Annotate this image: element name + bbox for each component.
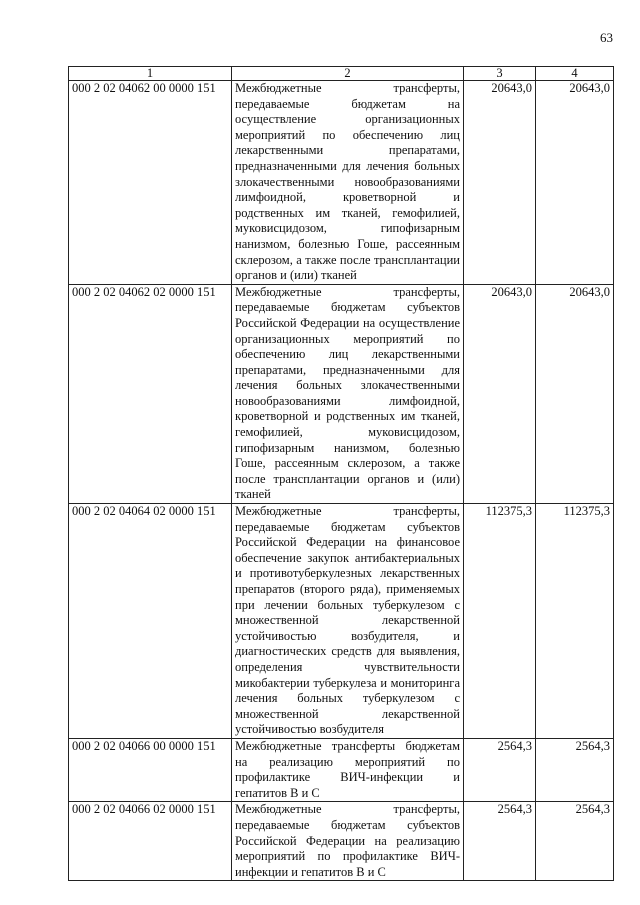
- row-code: 000 2 02 04066 00 0000 151: [69, 738, 232, 801]
- row-description: Межбюджетные трансферты, передаваемые бюджетам субъектов Российской Федерации на финансовое обеспечение закупок антибактериальных и противотуберкулезных лекарственных препаратов (второго ряда), применяемых при лечении больных туберкулезом с множественной лекарственной устойчивостью возбудителя, и диагностических средств для выявления, определения чувствительности микобактерии туберкулеза и мониторинга лечения больных туберкулезом с множественной лекарственной устойчивостью возбудителя: [232, 504, 464, 739]
- row-value-4: 20643,0: [536, 81, 614, 285]
- row-value-4: 20643,0: [536, 284, 614, 503]
- header-cell-2: 2: [232, 67, 464, 81]
- table-row: [69, 802, 614, 881]
- row-value-3: 20643,0: [464, 81, 536, 285]
- budget-table: [68, 66, 614, 881]
- row-description: Межбюджетные трансферты бюджетам на реализацию мероприятий по профилактике ВИЧ-инфекции и гепатитов В и С: [232, 738, 464, 801]
- header-cell-4: 4: [536, 67, 614, 81]
- row-description: Межбюджетные трансферты, передаваемые бюджетам субъектов Российской Федерации на реализацию мероприятий по профилактике ВИЧ-инфекции и гепатитов В и С: [232, 802, 464, 881]
- row-description: Межбюджетные трансферты, передаваемые бюджетам на осуществление организационных мероприятий по обеспечению лиц лекарственными препаратами, предназначенными для лечения больных злокачественными новообразованиями лимфоидной, кроветворной и родственных им тканей, гемофилией, муковисцидозом, гипофизарным нанизмом, болезнью Гоше, рассеянным склерозом, а также после трансплантации органов и (или) тканей: [232, 81, 464, 285]
- table-row: [69, 284, 614, 503]
- header-cell-1: 1: [69, 67, 232, 81]
- header-cell-3: 3: [464, 67, 536, 81]
- page-number: 63: [600, 30, 613, 45]
- row-code: 000 2 02 04064 02 0000 151: [69, 504, 232, 739]
- row-value-4: 2564,3: [536, 738, 614, 801]
- row-code: 000 2 02 04062 02 0000 151: [69, 284, 232, 503]
- row-value-4: 2564,3: [536, 802, 614, 881]
- row-value-3: 20643,0: [464, 284, 536, 503]
- row-value-3: 2564,3: [464, 738, 536, 801]
- row-code: 000 2 02 04066 02 0000 151: [69, 802, 232, 881]
- row-description: Межбюджетные трансферты, передаваемые бюджетам субъектов Российской Федерации на осуществление организационных мероприятий по обеспечению лиц лекарственными препаратами, предназначенными для лечения больных злокачественными новообразованиями лимфоидной, кроветворной и родственных им тканей, гемофилией, муковисцидозом, гипофизарным нанизмом, болезнью Гоше, рассеянным склерозом, а также после трансплантации органов и (или) тканей: [232, 284, 464, 503]
- row-value-3: 2564,3: [464, 802, 536, 881]
- row-code: 000 2 02 04062 00 0000 151: [69, 81, 232, 285]
- row-value-4: 112375,3: [536, 504, 614, 739]
- table-header-row: [69, 67, 614, 81]
- table-row: [69, 738, 614, 801]
- row-value-3: 112375,3: [464, 504, 536, 739]
- table-row: [69, 504, 614, 739]
- table-row: [69, 81, 614, 285]
